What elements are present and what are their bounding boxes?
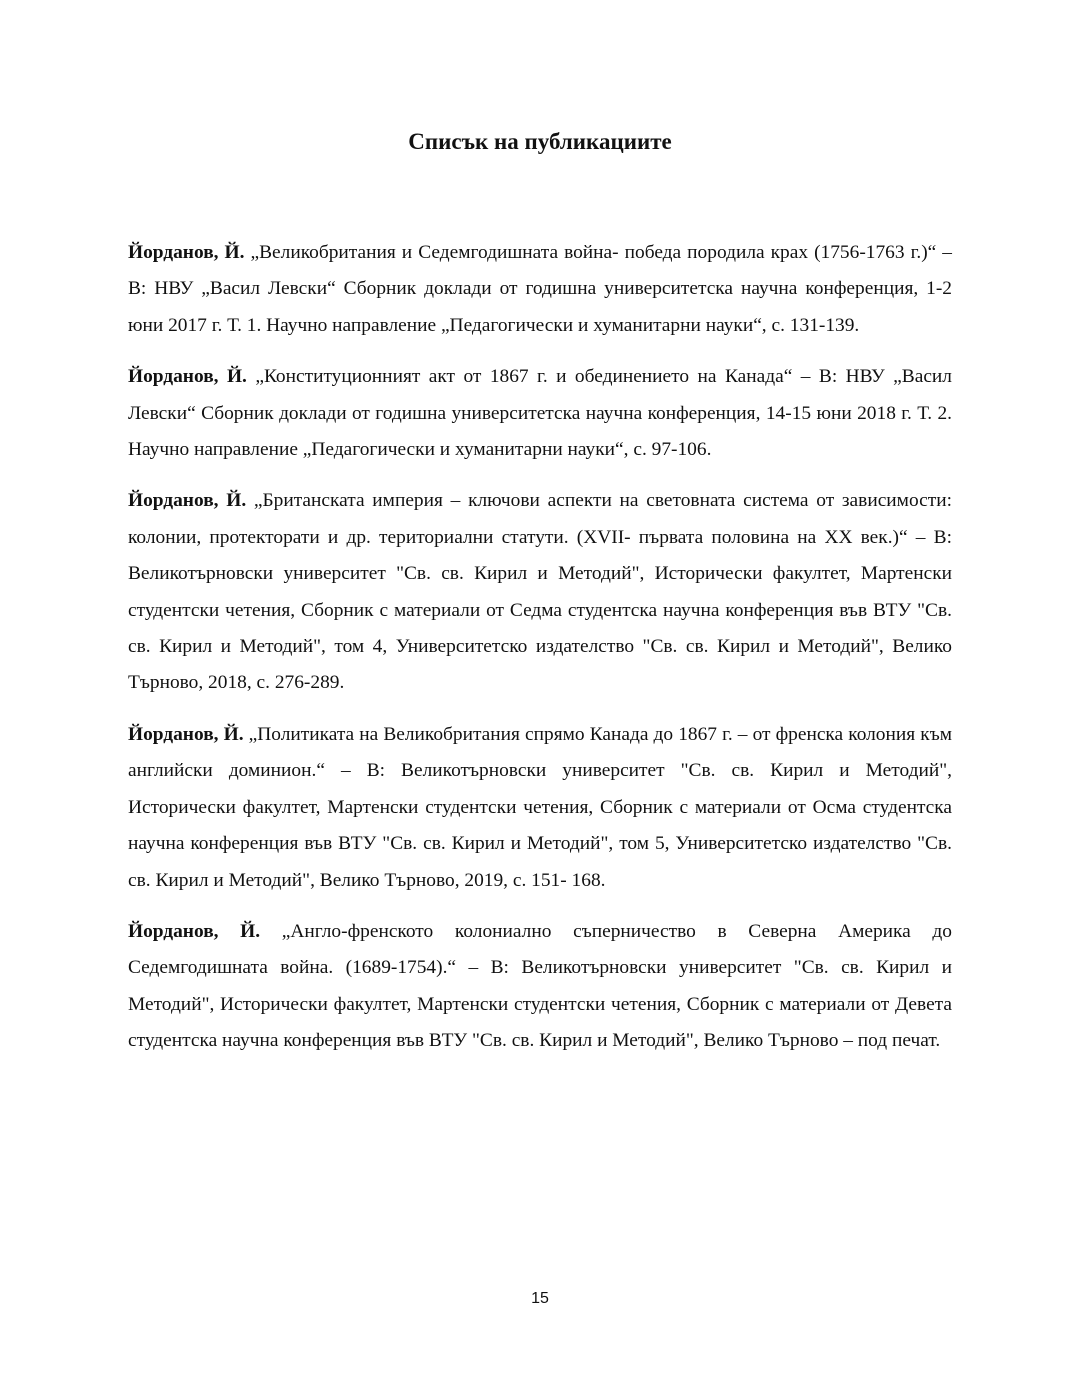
publication-entry [128,359,952,468]
publication-text: „Великобритания и Седемгодишната война- победа породила крах (1756-1763 г.)“ – В: НВУ „Васил Левски“ Сборник доклади от годишна университетска научна конференция, 1-2 юни 2017 г. Т. 1. Научно направление „Педагогически и хуманитарни науки“, с. 131-139. [128,242,952,336]
publication-text: „Англо-френското колониално съперничество в Северна Америка до Седемгодишната война. (1689-1754).“ – В: Великотърновски университет "Св. св. Кирил и Методий", Исторически факултет, Мартенски студентски четения, Сборник с материали от Девета студентска научна конференция във ВТУ "Св. св. Кирил и Методий", Велико Търново – под печат. [128,920,952,1052]
publication-entry [128,717,952,899]
page-number: 15 [531,1290,549,1307]
publication-text: „Конституционният акт от 1867 г. и обединението на Канада“ – В: НВУ „Васил Левски“ Сборник доклади от годишна университетска научна конференция, 14-15 юни 2018 г. Т. 2. Научно направление „Педагогически и хуманитарни науки“, с. 97-106. [128,366,952,461]
publication-author: Йорданов, Й. [128,723,244,745]
page-title: Списък на публикациите [408,129,672,154]
publication-entry [128,914,952,1060]
publication-author: Йорданов, Й. [128,920,261,942]
publication-author: Йорданов, Й. [128,242,245,263]
publication-text: „Политиката на Великобритания спрямо Канада до 1867 г. – от френска колония към английски доминион.“ – В: Великотърновски университет "Св. св. Кирил и Методий", Исторически факултет, Мартенски студентски четения, Сборник с материали от Осма студентска научна конференция във ВТУ "Св. св. Кирил и Методий", том 5, Университетско издателство "Св. св. Кирил и Методий", Велико Търново, 2019, с. 151- 168. [128,723,952,891]
publication-author: Йорданов, Й. [128,366,247,388]
publication-entry [128,483,952,701]
publication-author: Йорданов, Й. [128,490,247,512]
publication-list [128,235,952,1075]
publication-entry [128,235,952,344]
publication-text: „Британската империя – ключови аспекти на световната система от зависимости: колонии, протекторати и др. териториални статути. (XVII- първата половина на XX век.)“ – В: Великотърновски университет "Св. св. Кирил и Методий", Исторически факултет, Мартенски студентски четения, Сборник с материали от Седма студентска научна конференция във ВТУ "Св. св. Кирил и Методий", том 4, Университетско издателство "Св. св. Кирил и Методий", Велико Търново, 2018, с. 276-289. [128,490,952,694]
